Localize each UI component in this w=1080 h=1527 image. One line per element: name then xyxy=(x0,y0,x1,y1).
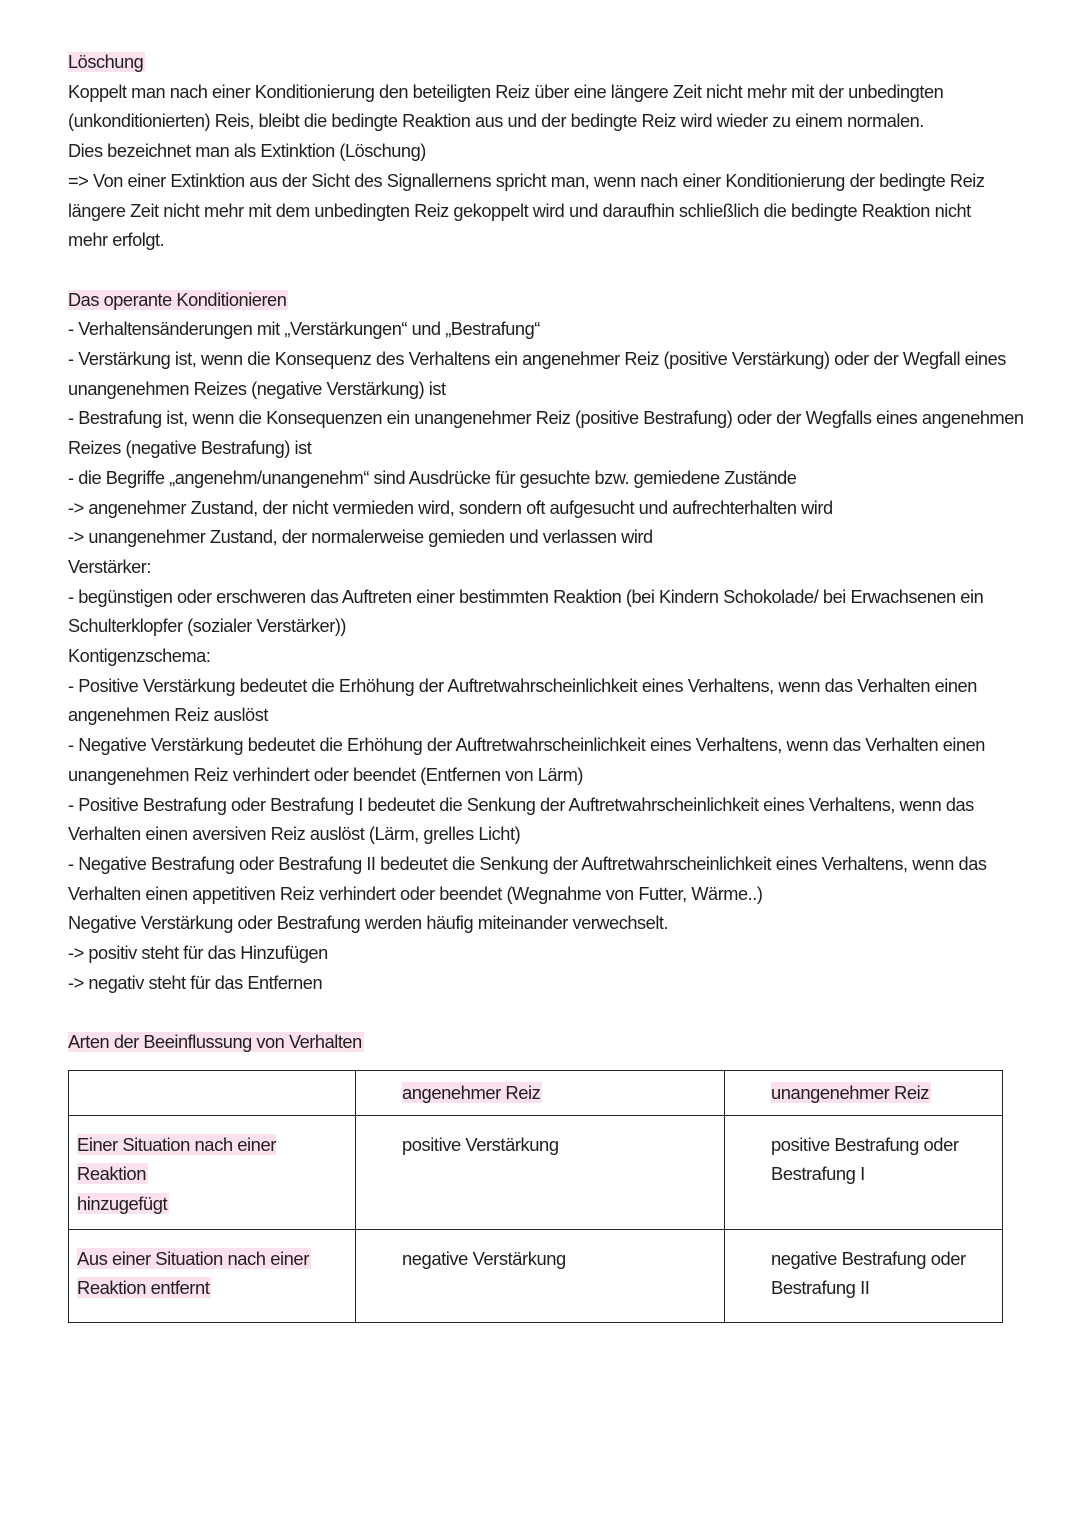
paragraph-line: -> unangenehmer Zustand, der normalerweise gemieden und verlassen wird xyxy=(68,527,653,548)
cell-negative-punishment: negative Bestrafung oder Bestrafung II xyxy=(725,1229,1003,1322)
cell-positive-punishment: positive Bestrafung oder Bestrafung I xyxy=(725,1115,1003,1229)
paragraph-line: Koppelt man nach einer Konditionierung den beteiligten Reiz über eine längere Zeit nicht mehr mit der unbedingten xyxy=(68,81,944,102)
paragraph-line: - Bestrafung ist, wenn die Konsequenzen ein unangenehmer Reiz (positive Bestrafung) oder der Wegfalls eines angenehmen xyxy=(68,408,1024,429)
paragraph-line: Verhalten einen appetitiven Reiz verhindert oder beendet (Wegnahme von Futter, Wärme..) xyxy=(68,883,763,904)
row-label-removed: Aus einer Situation nach einer Reaktion entfernt xyxy=(69,1229,356,1322)
row-label-added: Einer Situation nach einer Reaktion hinzugefügt xyxy=(69,1115,356,1229)
section-title-arten: Arten der Beeinflussung von Verhalten xyxy=(68,1032,362,1053)
paragraph-line: unangenehmen Reiz verhindert oder beendet (Entfernen von Lärm) xyxy=(68,764,584,785)
paragraph-line: - Negative Verstärkung bedeutet die Erhöhung der Auftretwahrscheinlichkeit eines Verhaltens, wenn das Verhalten einen xyxy=(68,735,985,756)
paragraph-line: (unkonditionierten) Reis, bleibt die bedingte Reaktion aus und der bedingte Reiz wird wieder zu einem normalen. xyxy=(68,111,924,132)
spacer xyxy=(68,998,1028,1028)
paragraph-line: Schulterklopfer (sozialer Verstärker)) xyxy=(68,616,347,637)
table-row xyxy=(69,1115,1003,1229)
paragraph-line: Verhalten einen aversiven Reiz auslöst (Lärm, grelles Licht) xyxy=(68,824,521,845)
paragraph-line: - begünstigen oder erschweren das Auftreten einer bestimmten Reaktion (bei Kindern Schokolade/ bei Erwachsenen ein xyxy=(68,586,984,607)
table-header-unpleasant: unangenehmer Reiz xyxy=(725,1070,1003,1115)
section-title-operant: Das operante Konditionieren xyxy=(68,289,287,310)
section-title-loeschung: Löschung xyxy=(68,52,144,72)
paragraph-line: - Verhaltensänderungen mit „Verstärkungen“ und „Bestrafung“ xyxy=(68,319,540,340)
spacer xyxy=(68,256,1028,286)
paragraph-line: Dies bezeichnet man als Extinktion (Löschung) xyxy=(68,141,426,162)
behavior-table xyxy=(68,1070,1003,1323)
paragraph-line: angenehmen Reiz auslöst xyxy=(68,705,268,726)
document-page xyxy=(68,48,1028,1323)
paragraph-line: mehr erfolgt. xyxy=(68,230,165,251)
paragraph-line: - die Begriffe „angenehm/unangenehm“ sind Ausdrücke für gesuchte bzw. gemiedene Zustände xyxy=(68,467,797,488)
cell-negative-reinforcement: negative Verstärkung xyxy=(356,1229,725,1322)
section-operant xyxy=(68,286,1028,999)
table-header-row xyxy=(69,1070,1003,1115)
table-header-pleasant: angenehmer Reiz xyxy=(356,1070,725,1115)
section-loeschung xyxy=(68,48,1028,256)
paragraph-line: - Negative Bestrafung oder Bestrafung II bedeutet die Senkung der Auftretwahrscheinlichkeit eines Verhaltens, wenn das xyxy=(68,853,987,874)
paragraph-line: längere Zeit nicht mehr mit dem unbedingten Reiz gekoppelt wird und daraufhin schließlich die bedingte Reaktion nicht xyxy=(68,200,971,221)
cell-positive-reinforcement: positive Verstärkung xyxy=(356,1115,725,1229)
paragraph-line: - Verstärkung ist, wenn die Konsequenz des Verhaltens ein angenehmer Reiz (positive Verstärkung) oder der Wegfall eines xyxy=(68,349,1006,370)
paragraph-line: Reizes (negative Bestrafung) ist xyxy=(68,438,312,459)
paragraph-line: Verstärker: xyxy=(68,556,151,577)
paragraph-line: - Positive Bestrafung oder Bestrafung I bedeutet die Senkung der Auftretwahrscheinlichkeit eines Verhaltens, wenn das xyxy=(68,794,974,815)
paragraph-line: -> negativ steht für das Entfernen xyxy=(68,972,323,993)
section-arten xyxy=(68,1028,1028,1323)
paragraph-line: - Positive Verstärkung bedeutet die Erhöhung der Auftretwahrscheinlichkeit eines Verhaltens, wenn das Verhalten einen xyxy=(68,675,977,696)
paragraph-line: unangenehmen Reizes (negative Verstärkung) ist xyxy=(68,378,446,399)
table-header-empty xyxy=(69,1070,356,1115)
paragraph-line: -> angenehmer Zustand, der nicht vermieden wird, sondern oft aufgesucht und aufrechterhalten wird xyxy=(68,497,833,518)
paragraph-line: => Von einer Extinktion aus der Sicht des Signallernens spricht man, wenn nach einer Konditionierung der bedingte Reiz xyxy=(68,170,985,191)
paragraph-line: Negative Verstärkung oder Bestrafung werden häufig miteinander verwechselt. xyxy=(68,913,669,934)
paragraph-line: -> positiv steht für das Hinzufügen xyxy=(68,943,328,964)
paragraph-line: Kontigenzschema: xyxy=(68,646,211,667)
table-row xyxy=(69,1229,1003,1322)
